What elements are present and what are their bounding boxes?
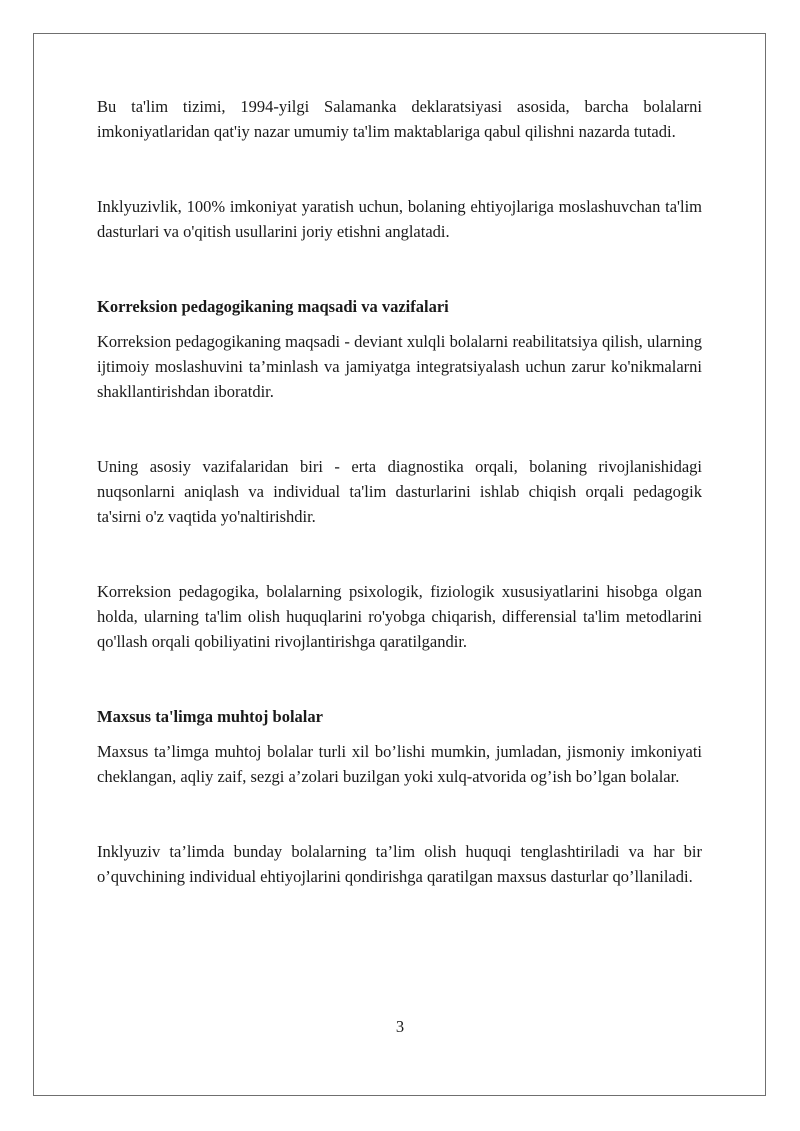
- paragraph-inklyuziv-talim: Inklyuziv ta’limda bunday bolalarning ta’lim olish huquqi tenglashtiriladi va har bir o’quvchining individual ehtiyojlarini qondirishga qaratilgan maxsus dasturlar qo’llaniladi.: [97, 842, 702, 886]
- paragraph-inklyuzivlik: Inklyuzivlik, 100% imkoniyat yaratish uchun, bolaning ehtiyojlariga moslashuvchan ta'lim dasturlari va o'qitish usullarini joriy etishni anglatadi.: [97, 197, 702, 241]
- paragraph-korreksion-maqsadi: Korreksion pedagogikaning maqsadi - deviant xulqli bolalarni reabilitatsiya qilish, ularning ijtimoiy moslashuvini ta’minlash va jamiyatga integratsiyalash uchun zarur ko'nikmalarni shakllantirishdan iboratdir.: [97, 332, 702, 401]
- section-heading-maxsus: Maxsus ta'limga muhtoj bolalar: [97, 707, 323, 726]
- section-heading-korreksion: Korreksion pedagogikaning maqsadi va vazifalari: [97, 297, 449, 316]
- page-number: 3: [395, 1017, 405, 1036]
- paragraph-vazifalari: Uning asosiy vazifalaridan biri - erta diagnostika orqali, bolaning rivojlanishidagi nuqsonlarni aniqlash va individual ta'lim dasturlarini ishlab chiqish orqali pedagogik ta'sirni o'z vaqtida yo'naltirishdir.: [97, 457, 702, 526]
- document-body: [97, 94, 702, 889]
- paragraph-korreksion-pedagogika: Korreksion pedagogika, bolalarning psixologik, fiziologik xususiyatlarini hisobga olgan holda, ularning ta'lim olish huquqlarini ro'yobga chiqarish, differensial ta'lim metodlarini qo'llash orqali qobiliyatini rivojlantirishga qaratilgandir.: [97, 582, 702, 651]
- paragraph-salamanka: Bu ta'lim tizimi, 1994-yilgi Salamanka deklaratsiyasi asosida, barcha bolalarni imkoniyatlaridan qat'iy nazar umumiy ta'lim maktablariga qabul qilishni nazarda tutadi.: [97, 97, 702, 141]
- paragraph-maxsus-talim: Maxsus ta’limga muhtoj bolalar turli xil bo’lishi mumkin, jumladan, jismoniy imkoniyati cheklangan, aqliy zaif, sezgi a’zolari buzilgan yoki xulq-atvorida og’ish bo’lgan bolalar.: [97, 742, 702, 786]
